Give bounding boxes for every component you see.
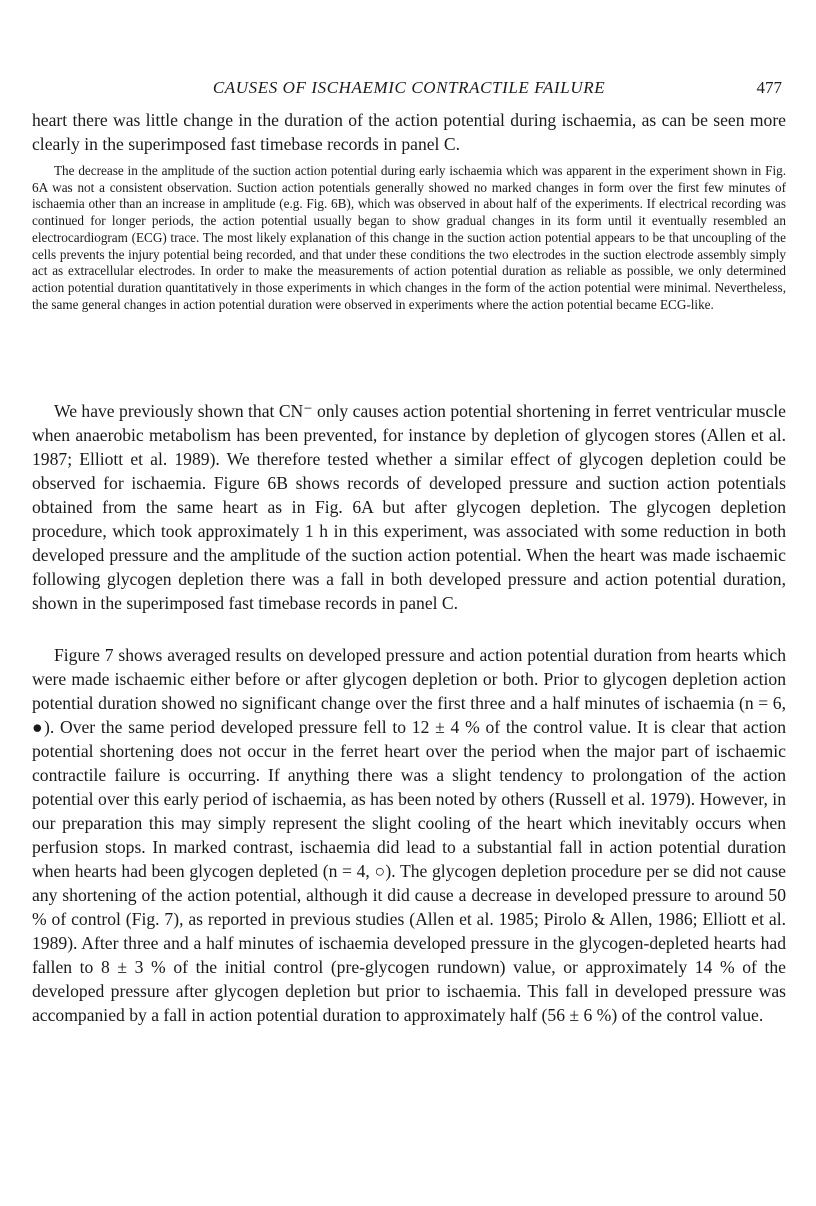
paragraph-glycogen-depletion: We have previously shown that CN⁻ only causes action potential shortening in ferret ventricular muscle when anaerobic metabolism has been prevented, for instance by depletion of glycogen stores (Allen et al. 1987; Elliott et al. 1989). We therefore tested whether a similar effect of glycogen depletion could be observed for ischaemia. Figure 6B shows records of developed pressure and suction action potentials obtained from the same heart as in Fig. 6A but after glycogen depletion. The glycogen depletion procedure, which took approximately 1 h in this experiment, was associated with some reduction in both developed pressure and the amplitude of the suction action potential. When the heart was made ischaemic following glycogen depletion there was a fall in both developed pressure and action potential duration, shown in the superimposed fast timebase records in panel C.	[32, 401, 786, 613]
paragraph-figure-7-results: Figure 7 shows averaged results on developed pressure and action potential duration from hearts which were made ischaemic either before or after glycogen depletion or both. Prior to glycogen depletion action potential duration showed no significant change over the first three and a half minutes of ischaemia (n = 6, ●). Over the same period developed pressure fell to 12 ± 4 % of the control value. It is clear that action potential shortening does not occur in the ferret heart over the period when the major part of ischaemic contractile failure is occurring. If anything there was a slight tendency to prolongation of the action potential over this early period of ischaemia, as has been noted by others (Russell et al. 1979). However, in our preparation this may simply represent the slight cooling of the heart which inevitably occurs when perfusion stops. In marked contrast, ischaemia did lead to a substantial fall in action potential duration when hearts had been glycogen depleted (n = 4, ○). The glycogen depletion procedure per se did not cause any shortening of the action potential, although it did cause a decrease in developed pressure to around 50 % of control (Fig. 7), as reported in previous studies (Allen et al. 1985; Pirolo & Allen, 1986; Elliott et al. 1989). After three and a half minutes of ischaemia developed pressure in the glycogen-depleted hearts had fallen to 8 ± 3 % of the initial control (pre-glycogen rundown) value, or approximately 14 % of the developed pressure after glycogen depletion but prior to ischaemia. This fall in developed pressure was accompanied by a fall in action potential duration to approximately half (56 ± 6 %) of the control value.	[32, 645, 786, 1025]
page-header	[32, 76, 786, 100]
page-number: 477	[756, 78, 782, 97]
paragraph-small-note: The decrease in the amplitude of the suction action potential during early ischaemia which was apparent in the experiment shown in Fig. 6A was not a consistent observation. Suction action potentials generally showed no marked changes in form over the first few minutes of ischaemia other than an increase in amplitude (e.g. Fig. 6B), which was observed in about half of the experiments. If electrical recording was continued for longer periods, the action potential usually began to show gradual changes in its form until it eventually resembled an electrocardiogram (ECG) trace. The most likely explanation of this change in the suction action potential appears to be that uncoupling of the cells prevents the injury potential being recorded, and that under these conditions the two electrodes in the suction electrode assembly simply act as extracellular electrodes. In order to make the measurements of action potential duration as reliable as possible, we only determined action potential duration quantitatively in those experiments in which changes in the form of the action potential were minimal. Nevertheless, the same general changes in action potential duration were observed in experiments where the action potential became ECG-like.	[32, 163, 786, 312]
running-title: CAUSES OF ISCHAEMIC CONTRACTILE FAILURE	[212, 78, 606, 97]
paragraph-continuation: heart there was little change in the duration of the action potential during ischaemia, as can be seen more clearly in the superimposed fast timebase records in panel C.	[32, 110, 786, 154]
